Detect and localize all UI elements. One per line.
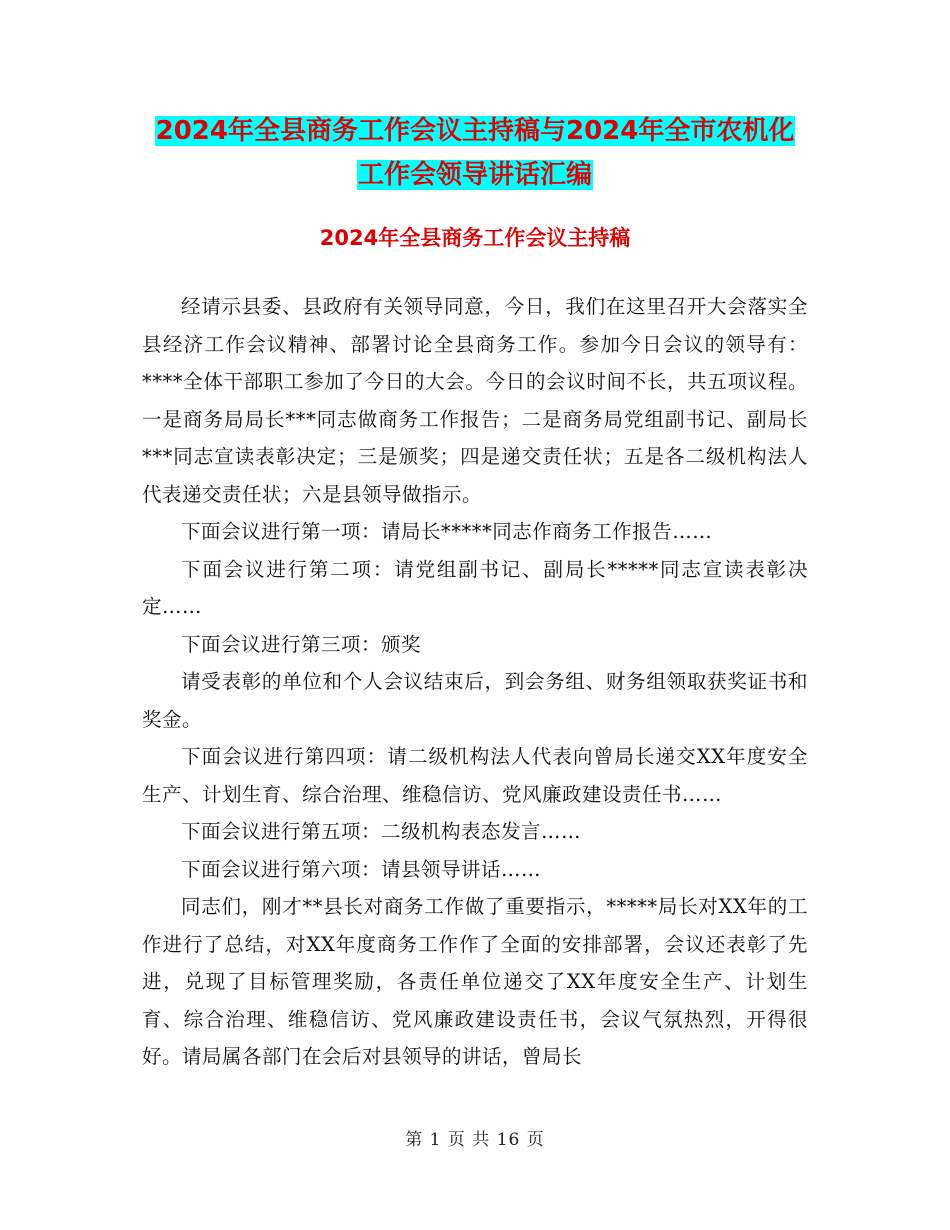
paragraph: 下面会议进行第一项：请局长*****同志作商务工作报告…… xyxy=(181,520,713,543)
section-title: 2024年全县商务工作会议主持稿 xyxy=(319,226,631,250)
document-title-line-1 xyxy=(0,110,950,152)
paragraph: 下面会议进行第二项：请党组副书记、副局长*****同志宣读表彰决定…… xyxy=(142,557,808,618)
page-footer: 第 1 页 共 16 页 xyxy=(405,1130,545,1150)
paragraph: 经请示县委、县政府有关领导同意，今日，我们在这里召开大会落实全县经济工作会议精神、部署讨论全县商务工作。参加今日会议的领导有：****全体干部职工参加了今日的大会。今日的会议时间不长，共五项议程。一是商务局局长***同志做商务工作报告；二是商务局党组副书记、副局长***同志宣读表彰决定；三是颁奖；四是递交责任状；五是各二级机构法人代表递交责任状；六是县领导做指示。 xyxy=(142,295,808,506)
paragraph: 下面会议进行第四项：请二级机构法人代表向曾局长递交XX年度安全生产、计划生育、综合治理、维稳信访、党风廉政建设责任书…… xyxy=(142,745,808,806)
paragraph: 同志们，刚才**县长对商务工作做了重要指示，*****局长对XX年的工作进行了总结，对XX年度商务工作作了全面的安排部署，会议还表彰了先进，兑现了目标管理奖励，各责任单位递交了XX年度安全生产、计划生育、综合治理、维稳信访、党风廉政建设责任书，会议气氛热烈，开得很好。请局属各部门在会后对县领导的讲话，曾局长 xyxy=(142,895,808,1068)
paragraph: 下面会议进行第三项：颁奖 xyxy=(181,632,422,656)
document-title-text-2: 工作会领导讲话汇编 xyxy=(357,160,592,190)
paragraph: 下面会议进行第五项：二级机构表态发言…… xyxy=(181,820,582,843)
document-body xyxy=(142,288,808,1076)
document-title-line-2 xyxy=(0,154,950,196)
paragraph: 请受表彰的单位和个人会议结束后，到会务组、财务组领取获奖证书和奖金。 xyxy=(142,670,808,731)
paragraph: 下面会议进行第六项：请县领导讲话…… xyxy=(181,857,542,881)
document-title-text-1: 2024年全县商务工作会议主持稿与2024年全市农机化 xyxy=(155,116,795,146)
